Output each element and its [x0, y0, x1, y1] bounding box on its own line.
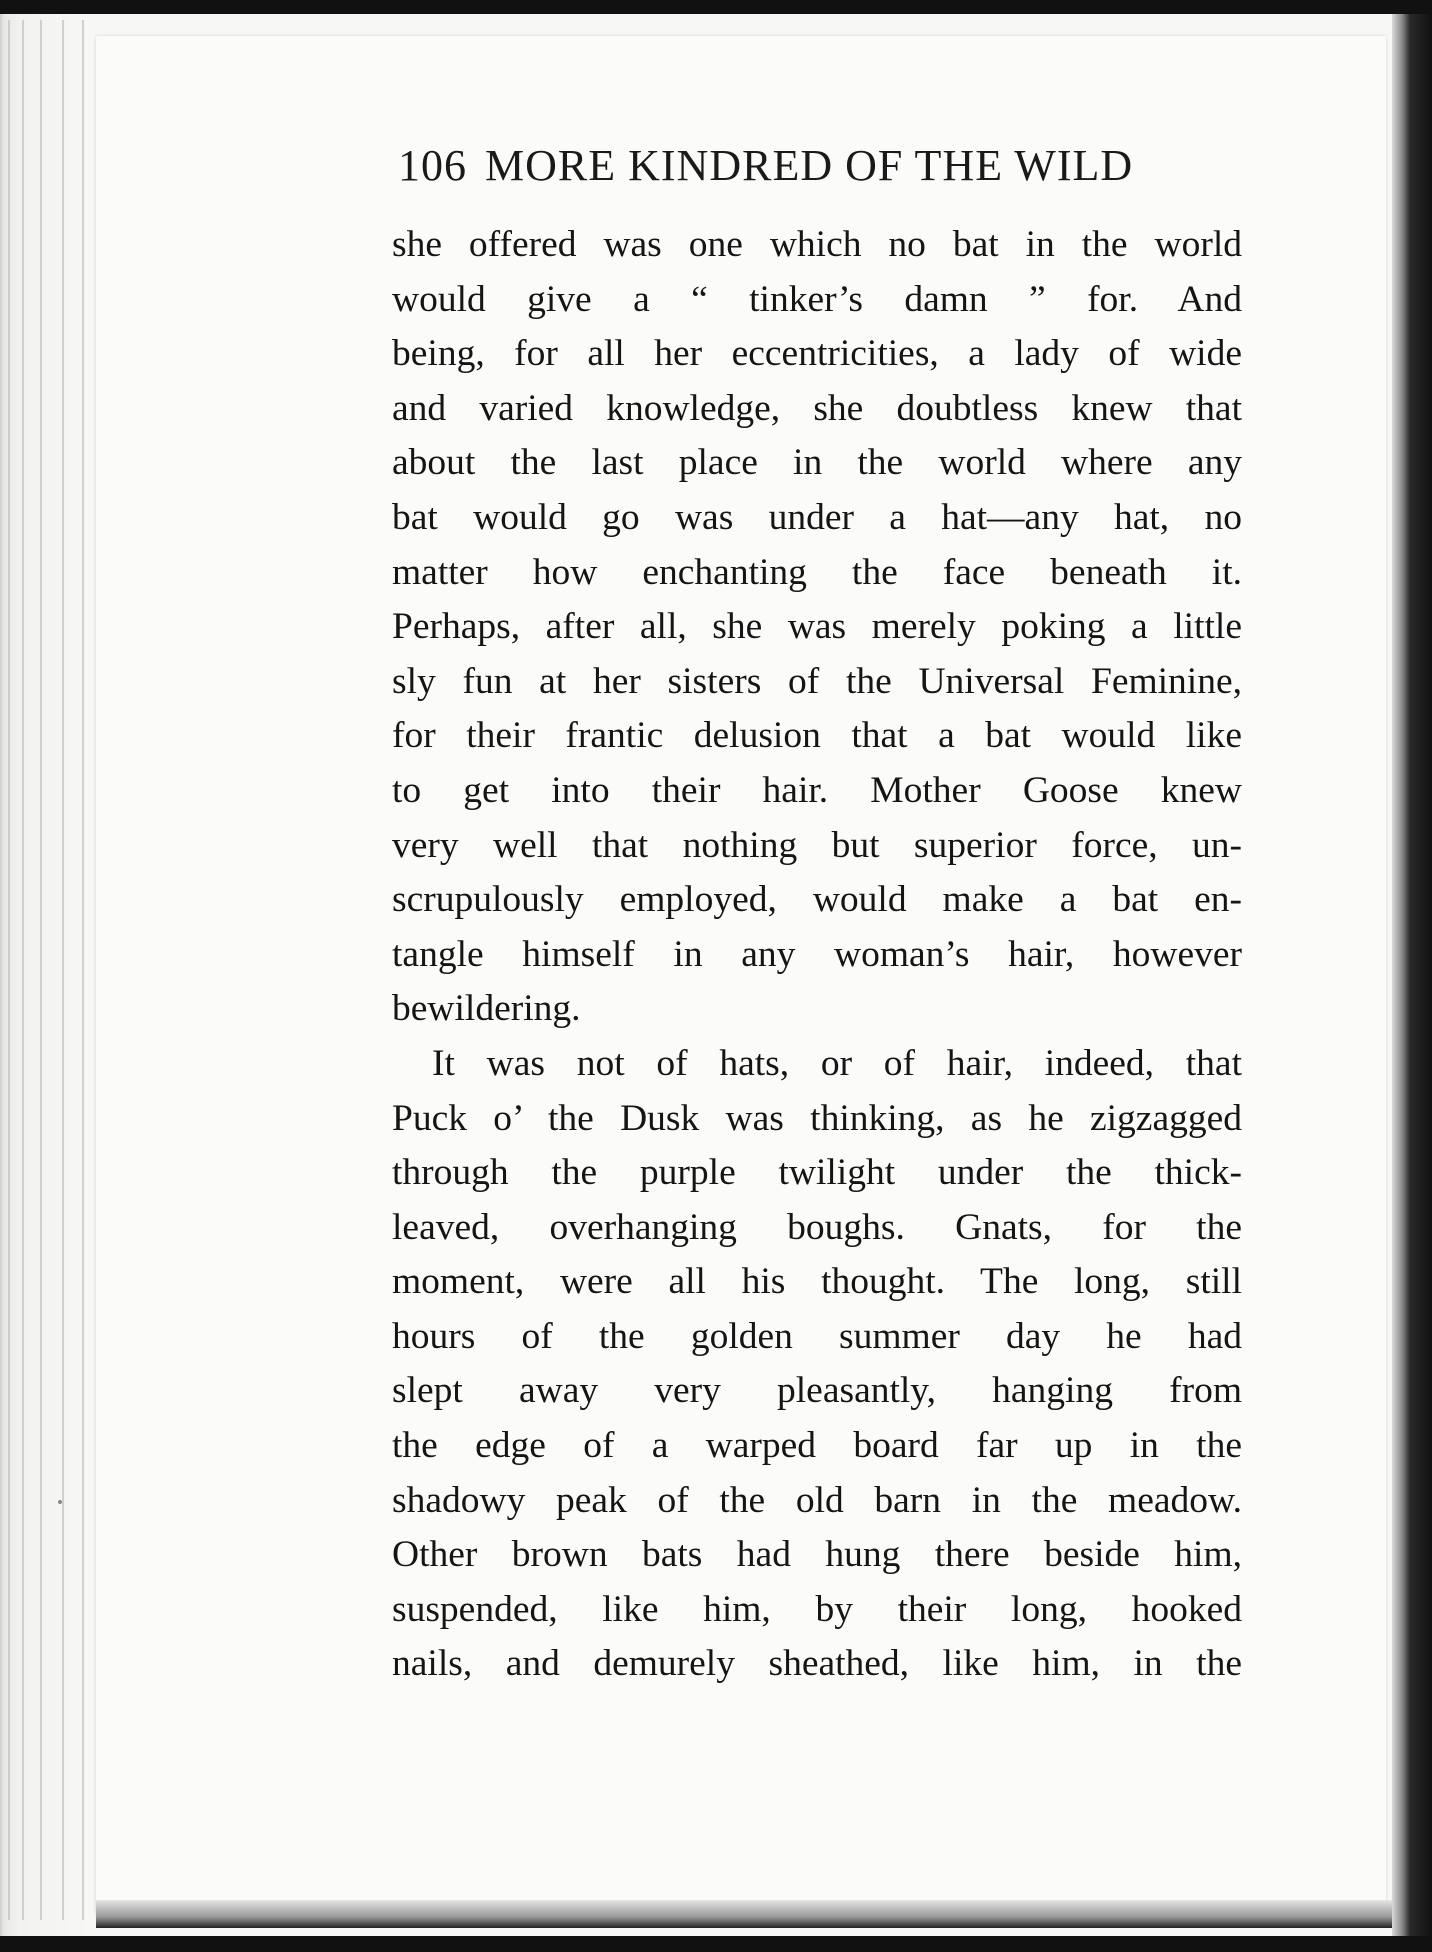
text-line: bewildering. [392, 988, 581, 1030]
text-line: hours of the golden summer day he had [392, 1315, 1242, 1357]
page-edge-line [62, 20, 64, 1920]
text-line: very well that nothing but superior force, un- [392, 824, 1242, 866]
text-line: for their frantic delusion that a bat would like [392, 715, 1242, 757]
text-line: Puck o’ the Dusk was thinking, as he zigzagged [392, 1097, 1242, 1139]
text-line: tangle himself in any woman’s hair, however [392, 933, 1242, 975]
text-line: would give a “ tinker’s damn ” for. And [392, 278, 1242, 320]
page-edge-line [8, 20, 10, 1920]
page-edge-line [82, 20, 84, 1920]
text-line: she offered was one which no bat in the world [392, 224, 1242, 265]
text-line: matter how enchanting the face beneath it. [392, 551, 1242, 593]
page-bottom-shadow [96, 1900, 1396, 1928]
text-line: moment, were all his thought. The long, still [392, 1261, 1242, 1303]
text-line: Other brown bats had hung there beside him, [392, 1534, 1242, 1576]
text-line: and varied knowledge, she doubtless knew that [392, 387, 1242, 429]
text-line: Perhaps, after all, she was merely poking a little [392, 606, 1242, 648]
scan-top-border [0, 0, 1432, 14]
text-line: slept away very pleasantly, hanging from [392, 1370, 1242, 1412]
scan-bottom-border [0, 1936, 1432, 1952]
running-title: MORE KINDRED OF THE WILD [485, 141, 1134, 190]
text-line: scrupulously employed, would make a bat en- [392, 879, 1242, 921]
running-header [398, 140, 1218, 191]
text-line: bat would go was under a hat—any hat, no [392, 496, 1242, 538]
page-stack-edge [0, 0, 90, 1952]
text-line: suspended, like him, by their long, hooked [392, 1588, 1242, 1630]
text-line: to get into their hair. Mother Goose knew [392, 769, 1242, 811]
text-line: through the purple twilight under the thick- [392, 1152, 1242, 1194]
text-line: shadowy peak of the old barn in the meadow. [392, 1479, 1242, 1521]
text-line: about the last place in the world where any [392, 442, 1242, 484]
page-edge-line [22, 20, 24, 1920]
body-text [392, 218, 1242, 1692]
text-line: the edge of a warped board far up in the [392, 1425, 1242, 1467]
text-line: nails, and demurely sheathed, like him, in the [392, 1643, 1242, 1685]
page-edge-line [40, 20, 42, 1920]
text-line: leaved, overhanging boughs. Gnats, for the [392, 1206, 1242, 1248]
page-number: 106 [398, 141, 467, 190]
scan-speck [58, 1500, 62, 1504]
paragraph-first-line: It was not of hats, or of hair, indeed, that [432, 1042, 1242, 1084]
book-right-edge [1392, 0, 1432, 1952]
text-line: sly fun at her sisters of the Universal Feminine, [392, 660, 1242, 702]
text-line: being, for all her eccentricities, a lady of wide [392, 333, 1242, 375]
